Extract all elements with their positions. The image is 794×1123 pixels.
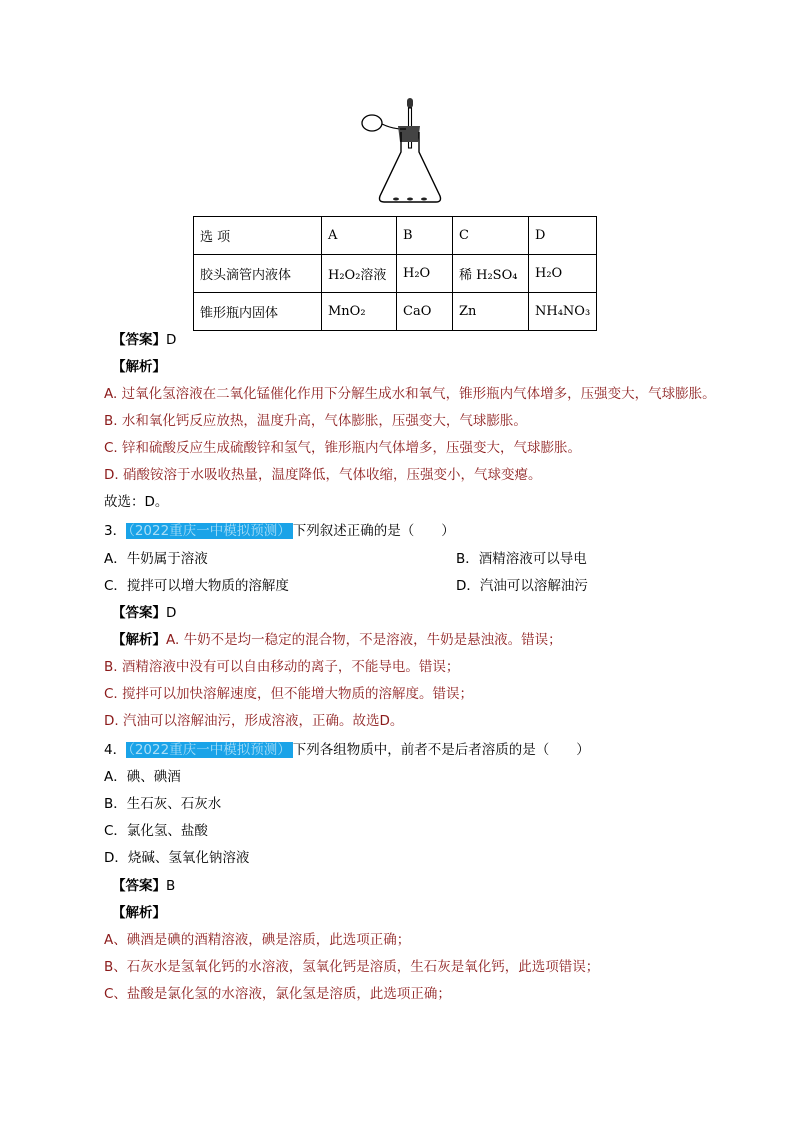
analysis-line: C. 搅拌可以加快溶解速度，但不能增大物质的溶解度。错误；: [104, 686, 474, 702]
table-cell: 胶头滴管内液体: [194, 255, 322, 293]
table-cell: B: [397, 217, 453, 255]
answer-tag: 【答案】: [112, 332, 166, 348]
table-cell: MnO₂: [322, 293, 397, 331]
table-cell: A: [322, 217, 397, 255]
table-cell: NH₄NO₃: [529, 293, 597, 331]
source-badge: （2022重庆一中模拟预测）: [128, 742, 291, 758]
analysis-tag: 【解析】: [112, 632, 166, 648]
answer-value: D: [166, 605, 177, 621]
table-cell: C: [453, 217, 529, 255]
question-text: 下列叙述正确的是（ ）: [292, 523, 455, 539]
table-cell: 稀 H₂SO₄: [453, 255, 529, 293]
answer-value: D: [166, 332, 177, 348]
conclusion-line: 故选：D。: [104, 494, 169, 510]
analysis-line: B、石灰水是氢氧化钙的水溶液，氢氧化钙是溶质，生石灰是氧化钙，此选项错误；: [104, 959, 600, 975]
option-b: B．生石灰、石灰水: [104, 796, 222, 812]
option-a: A．牛奶属于溶液: [104, 551, 208, 567]
option-b: B．酒精溶液可以导电: [456, 551, 587, 567]
table-row: [194, 217, 597, 255]
analysis-line: B. 水和氧化钙反应放热，温度升高，气体膨胀，压强变大，气球膨胀。: [104, 413, 527, 429]
question-4-stem: [104, 740, 590, 760]
option-d: D．烧碱、氢氧化钠溶液: [104, 850, 250, 866]
table-row: [194, 293, 597, 331]
options-row: [104, 576, 704, 596]
question-text: 下列各组物质中，前者不是后者溶质的是（ ）: [292, 742, 590, 758]
options-table: [193, 216, 597, 331]
table-cell: H₂O: [397, 255, 453, 293]
question-number: 3．: [104, 523, 127, 539]
analysis-line: C、盐酸是氯化氢的水溶液，氯化氢是溶质，此选项正确；: [104, 986, 451, 1002]
option-c: C．氯化氢、盐酸: [104, 823, 208, 839]
analysis-line: A. 过氧化氢溶液在二氧化锰催化作用下分解生成水和氧气，锥形瓶内气体增多，压强变大，气球膨胀。: [104, 386, 716, 402]
answer-tag: 【答案】: [112, 605, 166, 621]
table-cell: 选 项: [194, 217, 322, 255]
answer-line: [112, 876, 175, 896]
analysis-line: D. 汽油可以溶解油污，形成溶液，正确。故选D。: [104, 713, 404, 729]
question-number: 4．: [104, 742, 127, 758]
answer-line: [112, 330, 176, 350]
answer-tag: 【答案】: [112, 878, 166, 894]
table-row: [194, 255, 597, 293]
answer-value: B: [166, 878, 176, 894]
table-cell: H₂O₂溶液: [322, 255, 397, 293]
analysis-line: A、碘酒是碘的酒精溶液，碘是溶质，此选项正确；: [104, 932, 411, 948]
table-cell: 锥形瓶内固体: [194, 293, 322, 331]
table-cell: H₂O: [529, 255, 597, 293]
analysis-line: D. 硝酸铵溶于水吸收热量，温度降低，气体收缩，压强变小，气球变瘪。: [104, 467, 542, 483]
options-row: [104, 549, 704, 569]
flask-balloon-apparatus: [356, 96, 456, 210]
table-cell: CaO: [397, 293, 453, 331]
source-badge: （2022重庆一中模拟预测）: [128, 523, 291, 539]
option-c: C．搅拌可以增大物质的溶解度: [104, 578, 289, 594]
question-3-stem: [104, 521, 455, 541]
option-a: A．碘、碘酒: [104, 769, 181, 785]
analysis-text: A. 牛奶不是均一稳定的混合物，不是溶液，牛奶是悬浊液。错误；: [166, 632, 562, 648]
answer-line: [112, 603, 176, 623]
option-d: D．汽油可以溶解油污: [456, 578, 588, 594]
table-cell: D: [529, 217, 597, 255]
analysis-tag: 【解析】: [112, 359, 166, 375]
analysis-tag: 【解析】: [112, 905, 166, 921]
analysis-line: B. 酒精溶液中没有可以自由移动的离子，不能导电。错误；: [104, 659, 460, 675]
analysis-line: C. 锌和硫酸反应生成硫酸锌和氢气，锥形瓶内气体增多，压强变大，气球膨胀。: [104, 440, 582, 456]
table-cell: Zn: [453, 293, 529, 331]
analysis-line: [112, 630, 562, 650]
